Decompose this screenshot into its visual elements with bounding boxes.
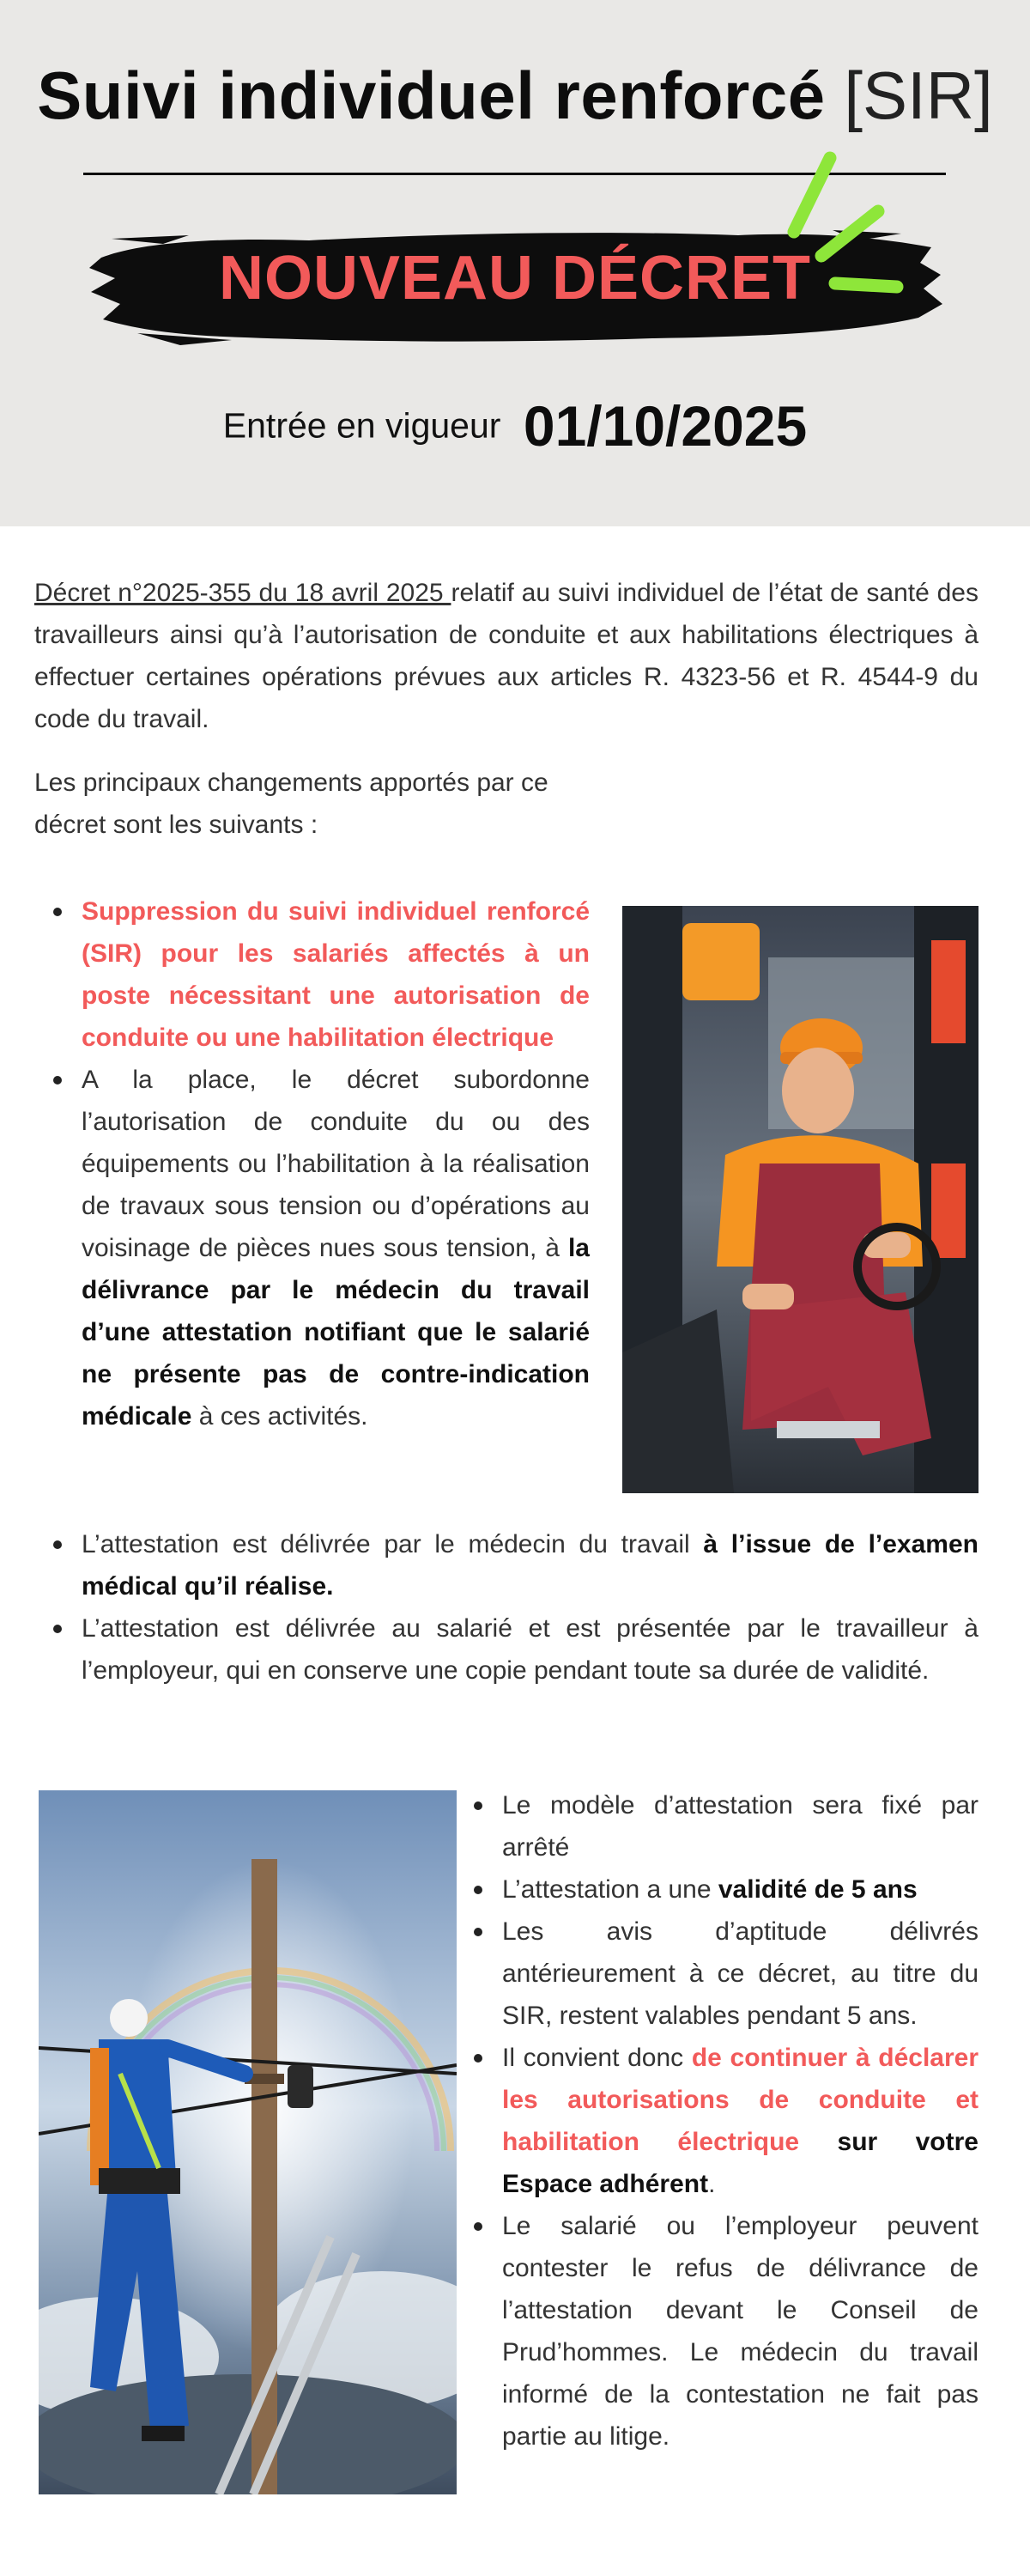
item-text: Il convient donc: [502, 2044, 692, 2072]
list-item: [455, 1911, 978, 2037]
bullet-dot-icon: [53, 1540, 62, 1549]
title-main: Suivi individuel renforcé: [37, 58, 826, 133]
forklift-driver-photo: [622, 906, 978, 1493]
item-emphasis: la délivrance par le médecin du travail d’une attestation notifiant que le salarié ne présente pas de contre-indication médicale: [82, 1234, 590, 1431]
item-emphasis: sur votre Espace adhérent: [502, 2128, 978, 2198]
decree-reference: Décret n°2025-355 du 18 avril 2025: [34, 579, 451, 607]
list-item: [34, 1607, 978, 1692]
intro-paragraph: [34, 572, 978, 740]
list-item: [455, 1784, 978, 1868]
item-text: Les avis d’aptitude délivrés antérieurement à ce décret, au titre du SIR, restent valables pendant 5 ans.: [502, 1917, 978, 2030]
page-title: [0, 58, 1030, 133]
effective-date: [0, 393, 1030, 459]
effective-date-label: Entrée en vigueur: [222, 405, 501, 446]
list-item: [34, 1059, 590, 1437]
bullet-dot-icon: [474, 1928, 482, 1936]
list-item: [455, 2205, 978, 2458]
changes-list-top: [34, 890, 590, 1437]
list-item: [455, 1868, 978, 1911]
effective-date-value: 01/10/2025: [523, 394, 808, 458]
item-emphasis: validité de 5 ans: [718, 1875, 918, 1904]
intro-text: relatif au suivi individuel de l’état de santé des travailleurs ainsi qu’à l’autorisation de conduite et aux habilitations électriques à effectuer certaines opérations prévues aux articles R. 4323-56 et R. 4544-9 du code du travail.: [34, 579, 978, 733]
banner-title: NOUVEAU DÉCRET: [218, 244, 812, 313]
bullet-dot-icon: [53, 1076, 62, 1084]
spark-lines-icon: [777, 146, 906, 309]
item-text: A la place, le décret subordonne l’autorisation de conduite du ou des équipements ou l’habilitation à la réalisation de travaux sous tension ou d’opérations au voisinage de pièces nues sous tension, à: [82, 1066, 590, 1262]
item-text: Le modèle d’attestation sera fixé par arrêté: [502, 1791, 978, 1862]
bullet-dot-icon: [474, 2222, 482, 2231]
bullet-dot-icon: [53, 1625, 62, 1633]
bullet-dot-icon: [474, 1801, 482, 1810]
changes-list-bottom: [455, 1784, 978, 2458]
list-item: [455, 2037, 978, 2205]
lineman-on-utility-pole-photo: [39, 1790, 457, 2494]
item-highlight: de continuer à déclarer les autorisations de conduite et habilitation électrique: [502, 2044, 979, 2156]
item-text: .: [708, 2170, 716, 2198]
bullet-dot-icon: [53, 908, 62, 916]
lead-paragraph: Les principaux changements apportés par ce décret sont les suivants :: [34, 769, 548, 839]
item-text: L’attestation a une: [502, 1875, 718, 1904]
item-text: L’attestation est délivrée au salarié et est présentée par le travailleur à l’employeur, qui en conserve une copie pendant toute sa durée de validité.: [82, 1614, 978, 1685]
item-text: Le salarié ou l’employeur peuvent contester le refus de délivrance de l’attestation devant le Conseil de Prud’hommes. Le médecin du travail informé de la contestation ne fait pas partie au litige.: [502, 2212, 978, 2451]
header-banner: [0, 0, 1030, 526]
item-text: L’attestation est délivrée par le médecin du travail: [82, 1530, 704, 1558]
item-highlight: Suppression du suivi individuel renforcé (SIR) pour les salariés affectés à un poste nécessitant une autorisation de conduite ou une habilitation électrique: [82, 897, 590, 1052]
bullet-dot-icon: [474, 2054, 482, 2063]
bullet-dot-icon: [474, 1886, 482, 1894]
item-emphasis: à l’issue de l’examen médical qu’il réalise.: [82, 1530, 978, 1601]
title-abbreviation: [SIR]: [844, 58, 993, 133]
item-text: à ces activités.: [191, 1402, 368, 1431]
list-item: [34, 1523, 978, 1607]
list-item: [34, 890, 590, 1059]
changes-list-middle: [34, 1523, 978, 1692]
